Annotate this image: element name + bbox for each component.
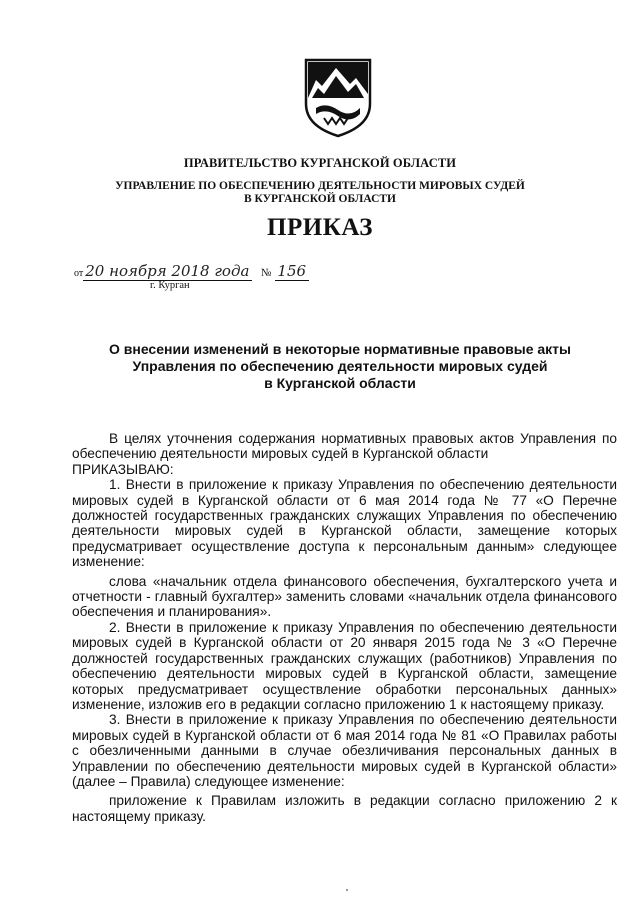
scan-speck [346, 889, 348, 891]
coat-of-arms-emblem [302, 58, 374, 138]
date-number-line [74, 262, 309, 280]
order-body [72, 431, 617, 824]
order-word: ПРИКАЗЫВАЮ: [72, 461, 174, 477]
item-3-change-paragraph: приложение к Правилам изложить в редакции согласно приложению 2 к настоящему приказу. [72, 793, 617, 824]
department-name-line1: УПРАВЛЕНИЕ ПО ОБЕСПЕЧЕНИЮ ДЕЯТЕЛЬНОСТИ МИРОВЫХ СУДЕЙ [115, 180, 525, 192]
department-name [0, 180, 640, 206]
number-prefix: № [260, 267, 272, 279]
preamble-paragraph: В целях уточнения содержания нормативных правовых актов Управления по обеспечению деятельности мировых судей в Курганской области [72, 431, 617, 462]
city-label: г. Курган [150, 280, 190, 291]
item-2-paragraph: 2. Внести в приложение к приказу Управления по обеспечению деятельности мировых судей в Курганской области от 20 января 2015 года № 3 «О Перечне должностей государственных гражданских служащих (работников) Управления по обеспечению деятельности мировых судей в Курганской области, замещение которых предусматривает осуществление обработки персональных данных» изменение, изложив его в редакции согласно приложению 1 к настоящему приказу. [72, 619, 617, 712]
item-1-change-paragraph: слова «начальник отдела финансового обеспечения, бухгалтерского учета и отчетности - главный бухгалтер» заменить словами «начальник отдела финансового обеспечения и планирования». [72, 573, 617, 620]
order-subject [60, 341, 620, 392]
handwritten-date: 20 ноября 2018 года [83, 262, 252, 281]
government-name: ПРАВИТЕЛЬСТВО КУРГАНСКОЙ ОБЛАСТИ [183, 156, 457, 170]
handwritten-number: 156 [275, 262, 309, 281]
document-type-title: ПРИКАЗ [267, 214, 373, 241]
department-name-line2: В КУРГАНСКОЙ ОБЛАСТИ [243, 193, 397, 205]
subject-line1: О внесении изменений в некоторые нормативные правовые акты [108, 341, 571, 357]
item-3-paragraph: 3. Внести в приложение к приказу Управления по обеспечению деятельности мировых судей в Курганской области от 6 мая 2014 года № 81 «О Правилах работы с обезличенными данными в случае обезличивания персональных данных в Управлении по обеспечению деятельности мировых судей в Курганской области» (далее – Правила) следующее изменение: [72, 712, 617, 789]
date-prefix: от [74, 268, 84, 279]
item-1-paragraph: 1. Внести в приложение к приказу Управления по обеспечению деятельности мировых судей в Курганской области от 6 мая 2014 года № 77 «О Перечне должностей государственных гражданских служащих Управления по обеспечению деятельности мировых судей в Курганской области, замещение которых предусматривает осуществление доступа к персональным данным» следующее изменение: [72, 477, 617, 570]
subject-line2: Управления по обеспечению деятельности мировых судей [132, 358, 548, 374]
subject-line3: в Курганской области [264, 375, 416, 391]
